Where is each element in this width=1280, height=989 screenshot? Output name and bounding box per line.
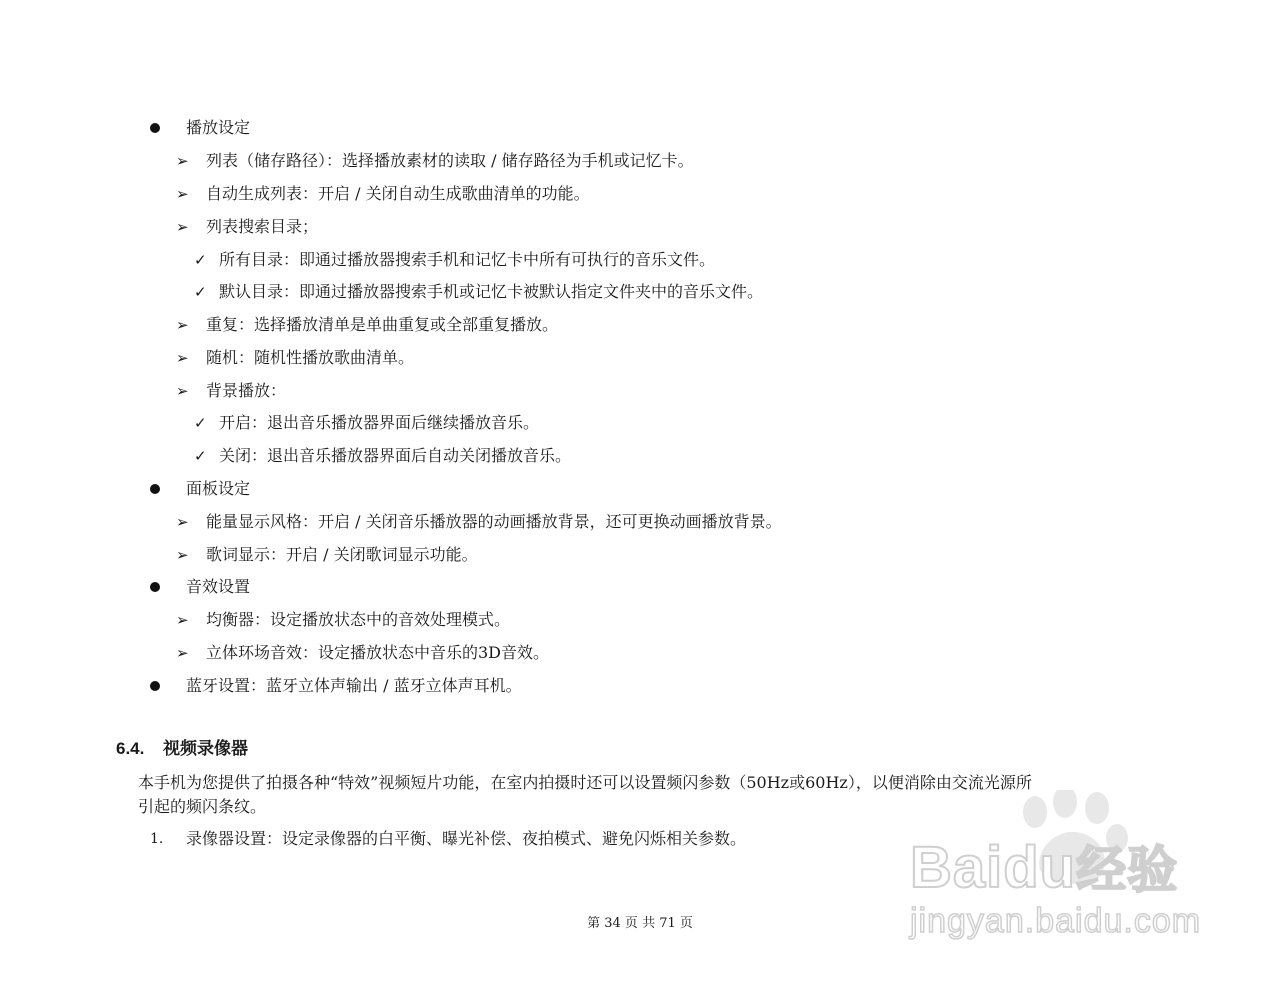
arrow-icon: ➢ — [176, 152, 189, 170]
list-item: 均衡器：设定播放状态中的音效处理模式。 — [206, 610, 511, 629]
sub-list-item: 关闭：退出音乐播放器界面后自动关闭播放音乐。 — [219, 446, 572, 465]
sub-list-item: 默认目录：即通过播放器搜索手机或记忆卡被默认指定文件夹中的音乐文件。 — [219, 282, 764, 301]
bullet-icon — [150, 582, 160, 592]
list-item: 能量显示风格：开启 / 关闭音乐播放器的动画播放背景，还可更换动画播放背景。 — [206, 512, 782, 531]
arrow-icon: ➢ — [176, 316, 189, 334]
arrow-icon: ➢ — [176, 513, 189, 531]
list-item: 歌词显示：开启 / 关闭歌词显示功能。 — [206, 545, 478, 564]
arrow-icon: ➢ — [176, 611, 189, 629]
section-number: 6.4. — [116, 739, 145, 758]
arrow-icon: ➢ — [176, 546, 189, 564]
arrow-icon: ➢ — [176, 349, 189, 367]
arrow-icon: ➢ — [176, 382, 189, 400]
page-footer: 第 34 页 共 71 页 — [587, 916, 693, 931]
arrow-icon: ➢ — [176, 644, 189, 662]
paragraph-line: 引起的频闪条纹。 — [138, 797, 267, 816]
list-item: 重复：选择播放清单是单曲重复或全部重复播放。 — [206, 315, 559, 334]
list-item: 列表（储存路径）：选择播放素材的读取 / 储存路径为手机或记忆卡。 — [206, 151, 694, 170]
bullet-icon — [150, 123, 160, 133]
list-item: 立体环场音效：设定播放状态中音乐的3D音效。 — [206, 643, 550, 662]
list-item: 列表搜索目录； — [206, 217, 319, 236]
arrow-icon: ➢ — [176, 218, 189, 236]
list-item: 背景播放： — [206, 381, 287, 400]
sub-list-item: 开启：退出音乐播放器界面后继续播放音乐。 — [219, 413, 540, 432]
section-title-panel: 面板设定 — [186, 479, 251, 498]
check-icon: ✓ — [194, 251, 207, 269]
list-number: 1. — [150, 831, 164, 847]
list-item: 录像器设置：设定录像器的白平衡、曝光补偿、夜拍模式、避免闪烁相关参数。 — [186, 829, 747, 848]
section-title-bluetooth: 蓝牙设置：蓝牙立体声输出 / 蓝牙立体声耳机。 — [186, 676, 522, 695]
baidu-watermark — [905, 790, 1215, 940]
check-icon: ✓ — [194, 283, 207, 301]
paragraph-line: 本手机为您提供了拍摄各种“特效”视频短片功能，在室内拍摄时还可以设置频闪参数（50Hz或60Hz），以便消除由交流光源所 — [138, 773, 1032, 792]
list-item: 自动生成列表：开启 / 关闭自动生成歌曲清单的功能。 — [206, 184, 590, 203]
sub-list-item: 所有目录：即通过播放器搜索手机和记忆卡中所有可执行的音乐文件。 — [219, 250, 716, 269]
watermark-brand: Baidu经验 — [910, 835, 1179, 900]
list-item: 随机：随机性播放歌曲清单。 — [206, 348, 415, 367]
section-title-sound: 音效设置 — [186, 577, 251, 596]
arrow-icon: ➢ — [176, 185, 189, 203]
watermark-url: jingyan.baidu.com — [910, 902, 1202, 940]
bullet-icon — [150, 484, 160, 494]
check-icon: ✓ — [194, 447, 207, 465]
section-heading: 视频录像器 — [163, 739, 248, 758]
check-icon: ✓ — [194, 414, 207, 432]
section-title-playback: 播放设定 — [186, 118, 251, 137]
bullet-icon — [150, 681, 160, 691]
